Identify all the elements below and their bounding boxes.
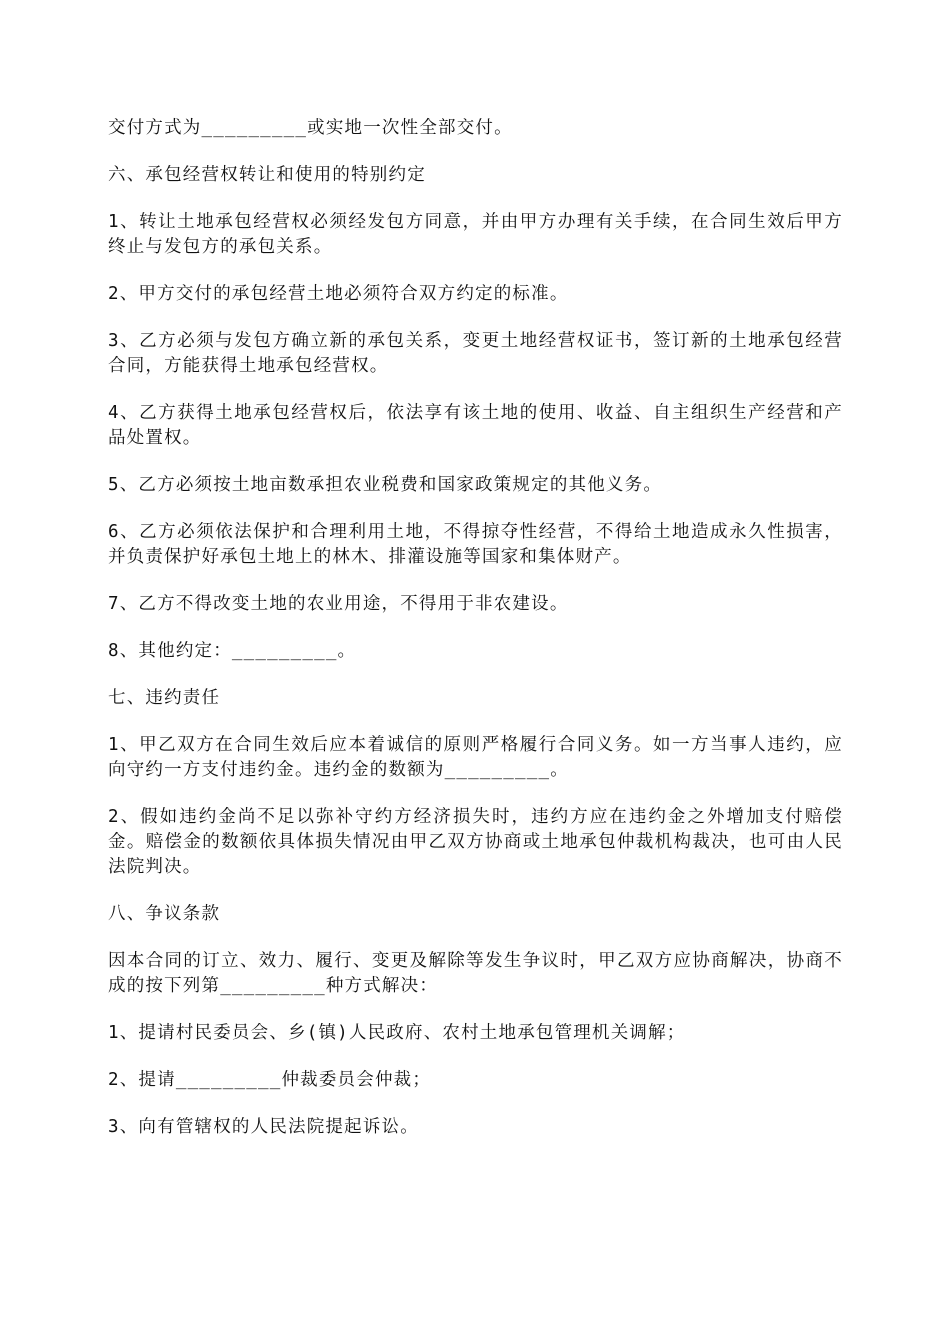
document-page <box>108 116 843 1162</box>
paragraph-6-4: 4、乙方获得土地承包经营权后，依法享有该土地的使用、收益、自主组织生产经营和产品处置权。 <box>108 403 843 448</box>
paragraph-6-5: 5、乙方必须按土地亩数承担农业税费和国家政策规定的其他义务。 <box>108 475 663 495</box>
paragraph-6-8: 8、其他约定：_________。 <box>108 641 357 661</box>
heading-section-8: 八、争议条款 <box>108 904 221 924</box>
paragraph-8-intro: 因本合同的订立、效力、履行、变更及解除等发生争议时，甲乙双方应协商解决，协商不成的按下列第_________种方式解决： <box>108 951 843 996</box>
paragraph-6-2: 2、甲方交付的承包经营土地必须符合双方约定的标准。 <box>108 284 569 304</box>
heading-section-7: 七、违约责任 <box>108 688 221 708</box>
paragraph-delivery-method: 交付方式为_________或实地一次性全部交付。 <box>108 118 513 138</box>
heading-section-6: 六、承包经营权转让和使用的特别约定 <box>108 165 426 185</box>
paragraph-6-1: 1、转让土地承包经营权必须经发包方同意，并由甲方办理有关手续，在合同生效后甲方终止与发包方的承包关系。 <box>108 212 843 257</box>
paragraph-7-1: 1、甲乙双方在合同生效后应本着诚信的原则严格履行合同义务。如一方当事人违约，应向守约一方支付违约金。违约金的数额为_________。 <box>108 735 843 780</box>
paragraph-6-6: 6、乙方必须依法保护和合理利用土地，不得掠夺性经营，不得给土地造成永久性损害，并负责保护好承包土地上的林木、排灌设施等国家和集体财产。 <box>108 522 843 567</box>
paragraph-7-2: 2、假如违约金尚不足以弥补守约方经济损失时，违约方应在违约金之外增加支付赔偿金。赔偿金的数额依具体损失情况由甲乙双方协商或土地承包仲裁机构裁决，也可由人民法院判决。 <box>108 807 843 877</box>
paragraph-8-3: 3、向有管辖权的人民法院提起诉讼。 <box>108 1117 419 1137</box>
paragraph-6-3: 3、乙方必须与发包方确立新的承包关系，变更土地经营权证书，签订新的土地承包经营合同，方能获得土地承包经营权。 <box>108 331 843 376</box>
paragraph-6-7: 7、乙方不得改变土地的农业用途，不得用于非农建设。 <box>108 594 569 614</box>
paragraph-8-1: 1、提请村民委员会、乡(镇)人民政府、农村土地承包管理机关调解； <box>108 1023 686 1043</box>
paragraph-8-2: 2、提请_________仲裁委员会仲裁； <box>108 1070 432 1090</box>
